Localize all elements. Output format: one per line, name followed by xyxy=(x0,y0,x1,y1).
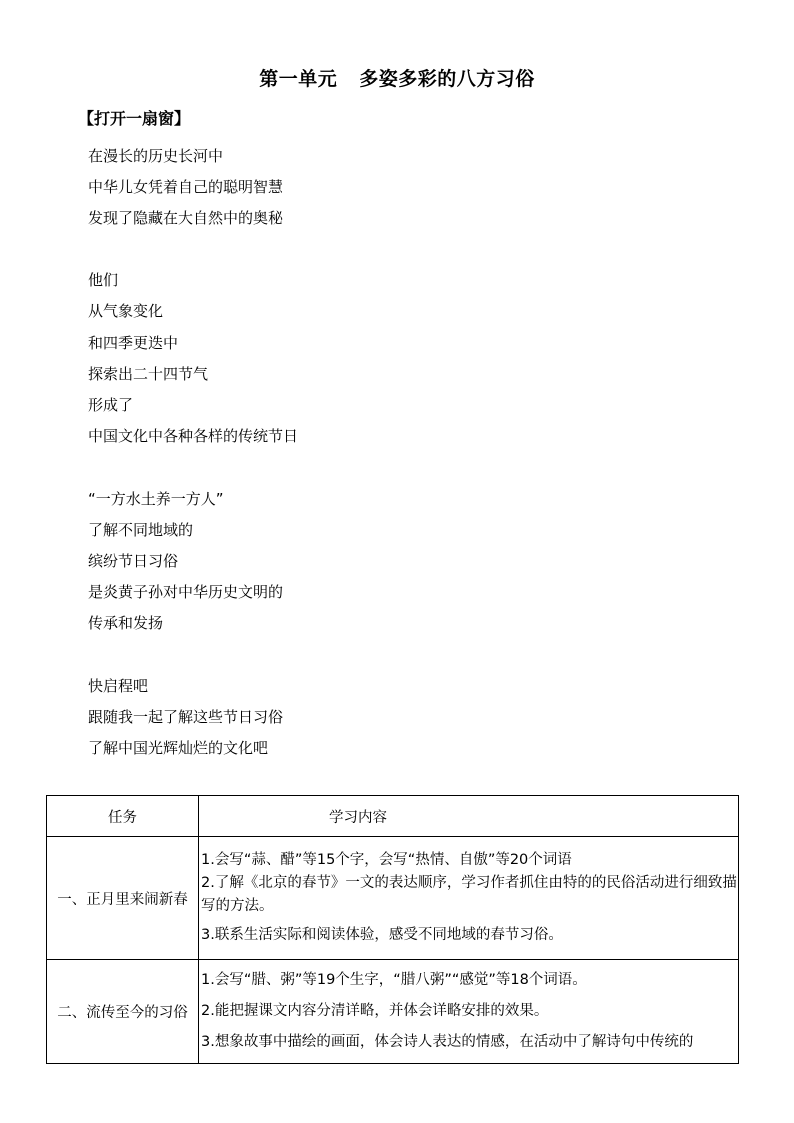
table-header-row xyxy=(47,796,739,837)
poem-line: 传承和发扬 xyxy=(88,614,164,632)
content-item: 3.联系生活实际和阅读体验，感受不同地域的春节习俗。 xyxy=(201,927,563,943)
page-title xyxy=(0,64,794,91)
table-row xyxy=(47,960,739,1064)
poem-line: 和四季更迭中 xyxy=(88,334,179,352)
content-cell xyxy=(199,837,739,960)
task-cell: 一、正月里来闹新春 xyxy=(47,837,199,960)
task-cell: 二、流传至今的习俗 xyxy=(47,960,199,1064)
poem-line: 形成了 xyxy=(88,396,134,414)
poem-line: 他们 xyxy=(88,271,119,289)
content-item: 2.能把握课文内容分清详略，并体会详略安排的效果。 xyxy=(201,1003,549,1019)
poem-line: 探索出二十四节气 xyxy=(88,365,209,383)
poem-line: 是炎黄子孙对中华历史文明的 xyxy=(88,583,284,601)
learning-tasks-table xyxy=(46,795,739,1064)
poem-line: 中华儿女凭着自己的聪明智慧 xyxy=(88,178,284,196)
poem-line: 中国文化中各种各样的传统节日 xyxy=(88,427,299,445)
poem-line: 在漫长的历史长河中 xyxy=(88,147,224,165)
poem-line: 缤纷节日习俗 xyxy=(88,552,179,570)
poem-line: 了解不同地域的 xyxy=(88,521,194,539)
poem-line: 跟随我一起了解这些节日习俗 xyxy=(88,708,284,726)
poem-line: 了解中国光辉灿烂的文化吧 xyxy=(88,739,269,757)
poem-line: 从气象变化 xyxy=(88,302,164,320)
title-unit: 第一单元 xyxy=(259,68,338,90)
poem-line: 发现了隐藏在大自然中的奥秘 xyxy=(88,209,284,227)
section-heading: 【打开一扇窗】 xyxy=(78,109,191,128)
header-task: 任务 xyxy=(47,796,199,837)
poem-line: “一方水土养一方人” xyxy=(88,490,224,508)
header-content: 学习内容 xyxy=(199,796,739,837)
poem-line: 快启程吧 xyxy=(88,677,149,695)
content-cell xyxy=(199,960,739,1064)
content-item: 1.会写“蒜、醋”等15个字，会写“热情、自傲”等20个词语 xyxy=(201,852,572,868)
content-item: 2.了解《北京的春节》一文的表达顺序，学习作者抓住由特的的民俗活动进行细致描写的方法。 xyxy=(201,875,737,914)
title-theme: 多姿多彩的八方习俗 xyxy=(359,68,535,90)
content-item: 3.想象故事中描绘的画面，体会诗人表达的情感，在活动中了解诗句中传统的 xyxy=(201,1034,694,1050)
table-row xyxy=(47,837,739,960)
content-item: 1.会写“腊、粥”等19个生字，“腊八粥”“感觉”等18个词语。 xyxy=(201,972,587,988)
